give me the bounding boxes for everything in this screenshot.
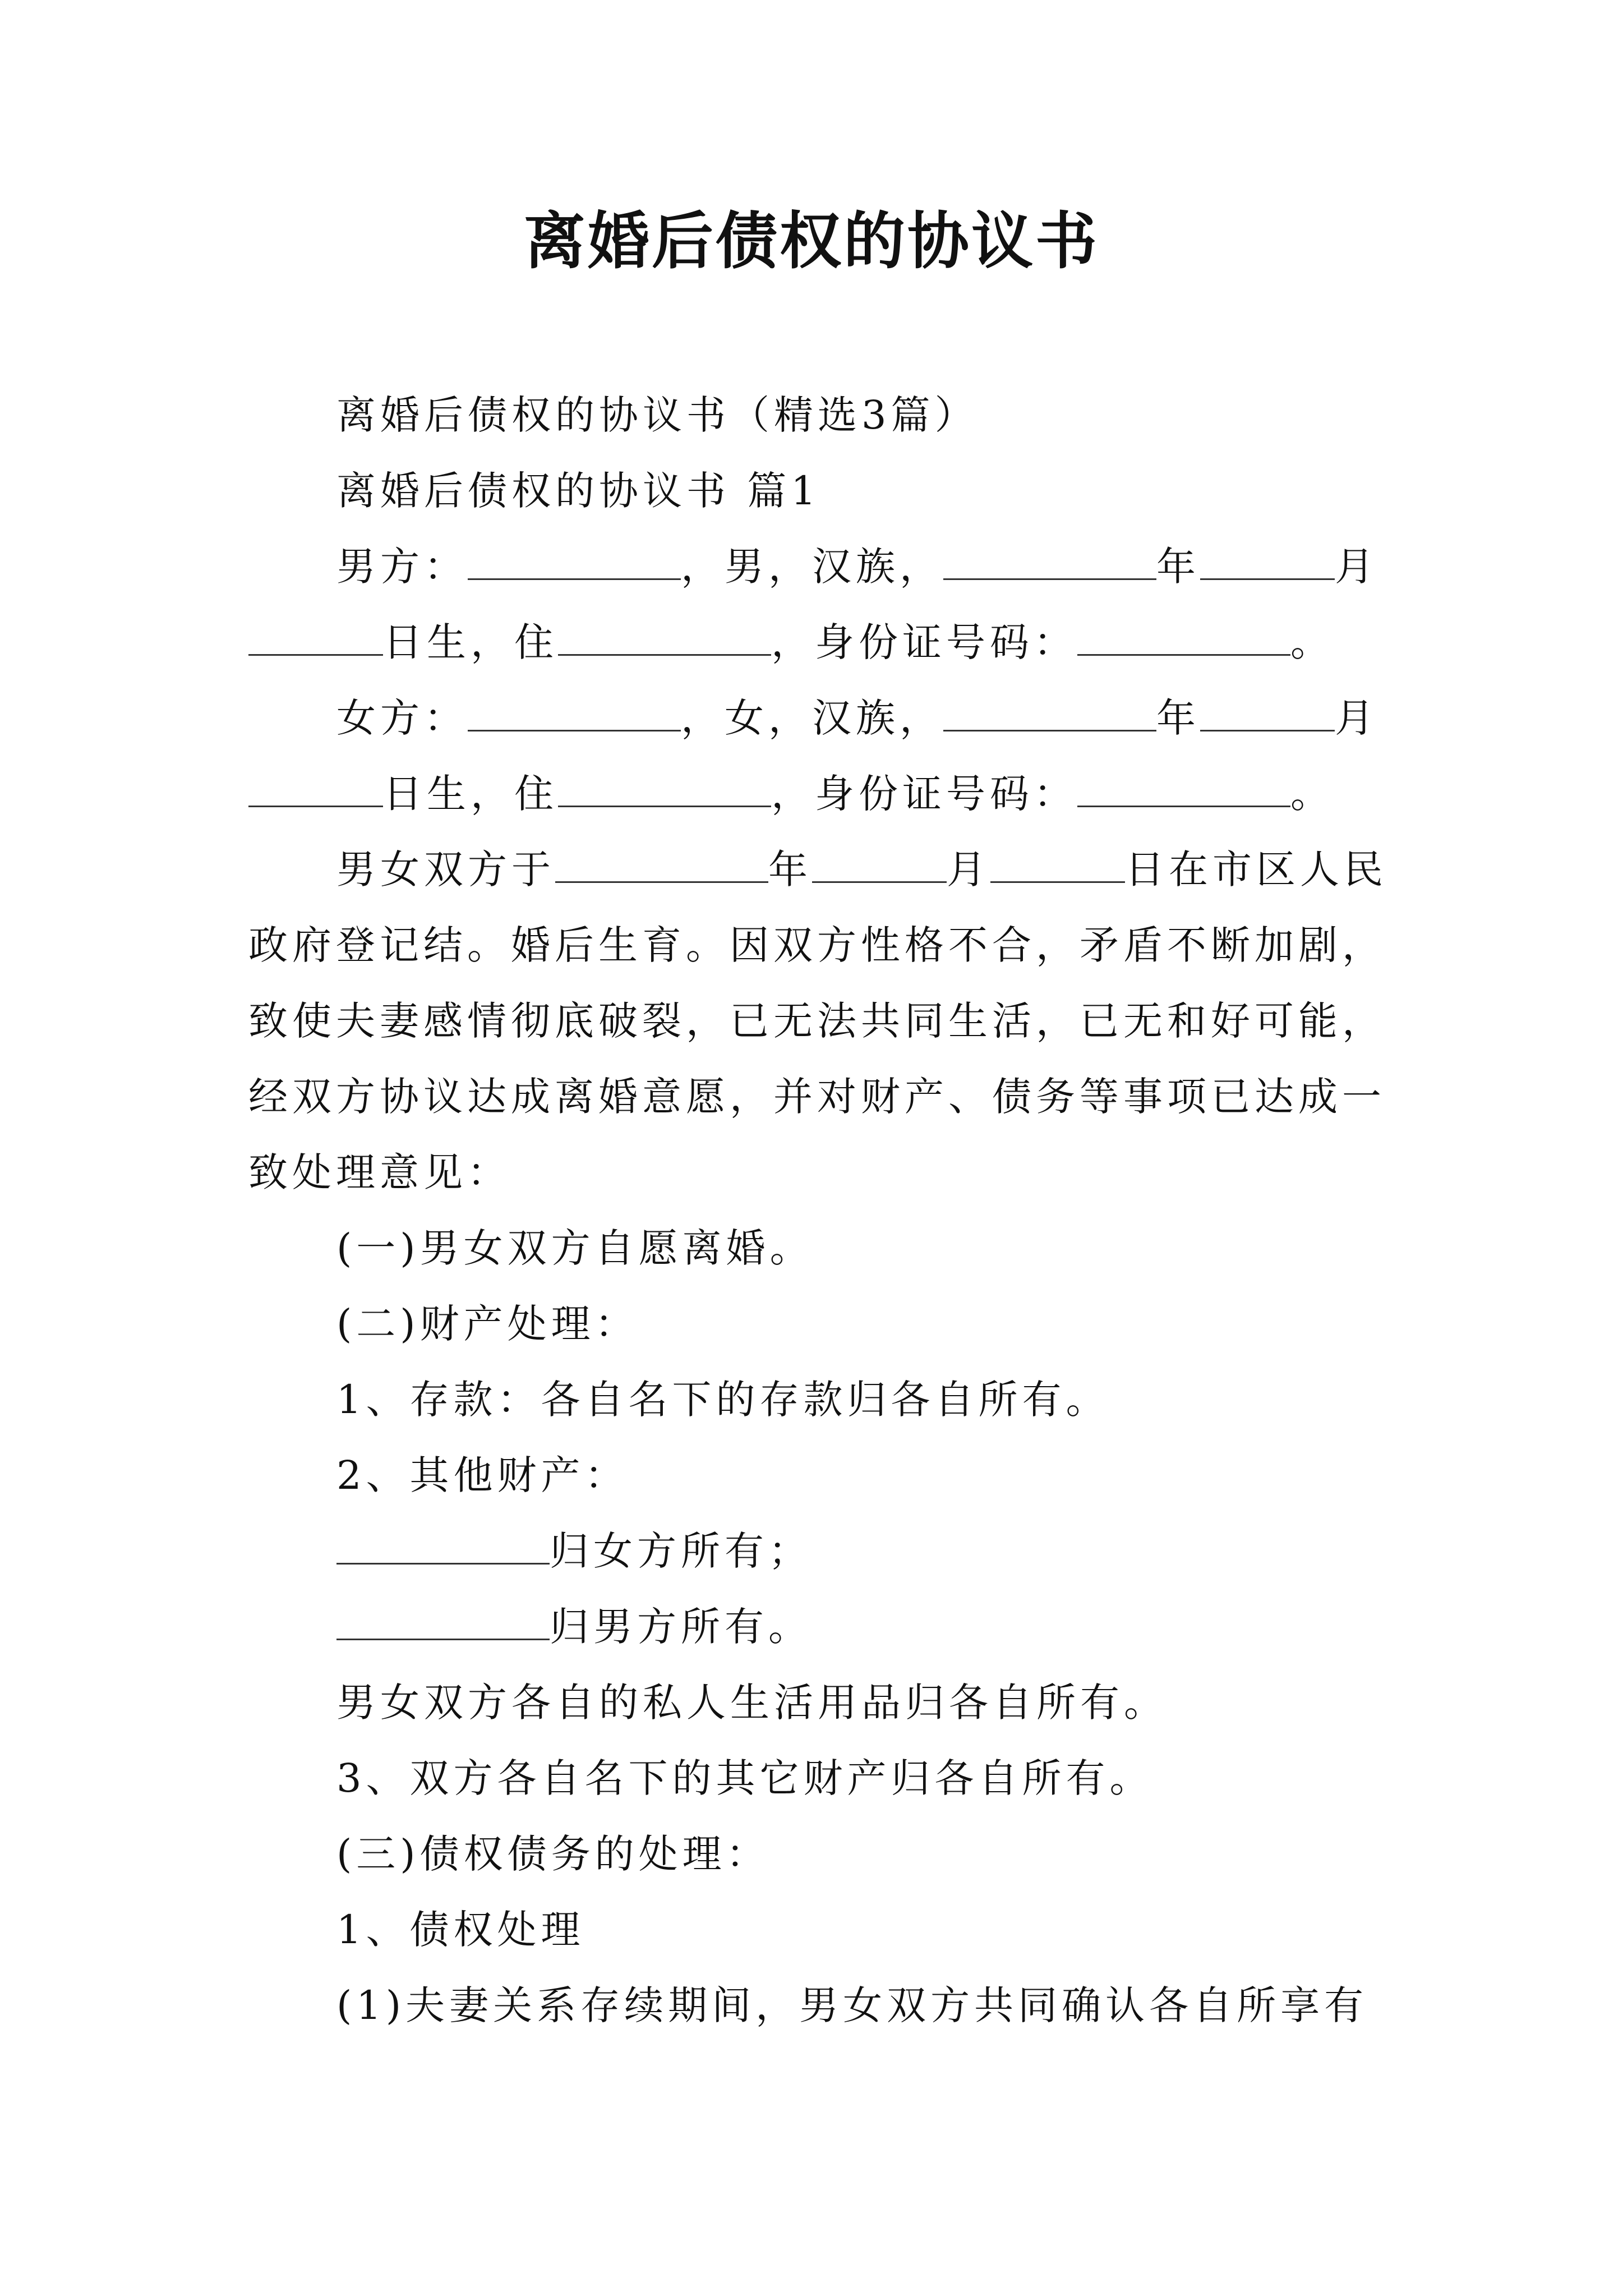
marriage-day-blank [990,846,1125,883]
clause-property-heading: (二)财产处理： [336,1301,639,1347]
marriage-month-blank [812,846,947,883]
male-info-line-2 [248,614,1334,670]
female-birth-year-blank [943,695,1156,731]
male-label: 男方： [336,544,468,590]
marriage-month-label: 月 [947,846,990,892]
female-line-end: 。 [1290,771,1334,817]
female-id-label: ，身份证号码： [771,771,1077,817]
clause-property-to-female [336,1523,812,1579]
male-day-born-label: 日生，住 [383,619,558,665]
female-address-blank [558,771,771,807]
female-gender-ethnicity: ，女，汉族， [681,695,943,741]
male-name-blank [468,544,681,580]
male-id-blank [1077,619,1290,656]
marriage-lead: 男女双方于 [336,846,555,892]
male-birth-month-blank [1200,544,1335,580]
male-year-label: 年 [1156,544,1200,590]
male-property-blank [336,1604,550,1640]
male-id-label: ，身份证号码： [771,619,1077,665]
male-birth-year-blank [943,544,1156,580]
male-property-label: 归男方所有。 [550,1604,812,1650]
document-subtitle: 离婚后债权的协议书（精选3篇） [336,392,979,438]
female-id-blank [1077,771,1290,807]
clause-other-property: 2、其他财产： [336,1452,629,1498]
document-title: 离婚后债权的协议书 [524,205,1099,277]
female-label: 女方： [336,695,468,741]
marriage-line-4: 经双方协议达成离婚意愿，并对财产、债务等事项已达成一 [248,1074,1386,1120]
male-birth-day-blank [248,619,383,656]
marriage-year-blank [555,846,768,883]
clause-voluntary-divorce: (一)男女双方自愿离婚。 [336,1225,814,1271]
female-property-label: 归女方所有； [550,1528,812,1574]
male-month-label: 月 [1335,544,1378,590]
clause-personal-items: 男女双方各自的私人生活用品归各自所有。 [336,1680,1168,1726]
female-day-born-label: 日生，住 [383,771,558,817]
marriage-year-label: 年 [768,846,812,892]
clause-credit-handling: 1、债权处理 [336,1907,585,1953]
marriage-line-1 [336,841,1387,898]
male-gender-ethnicity: ，男，汉族， [681,544,943,590]
clause-other-assets: 3、双方各自名下的其它财产归各自所有。 [336,1755,1154,1801]
male-line-end: 。 [1290,619,1334,665]
marriage-tail: 日在市区人民 [1125,846,1387,892]
section-heading: 离婚后债权的协议书 篇1 [336,468,820,514]
female-month-label: 月 [1335,695,1378,741]
female-name-blank [468,695,681,731]
male-address-blank [558,619,771,656]
marriage-line-2: 政府登记结。婚后生育。因双方性格不合，矛盾不断加剧， [248,922,1386,968]
female-info-line-2 [248,766,1334,822]
female-birth-month-blank [1200,695,1335,731]
clause-property-to-male [336,1599,812,1655]
clause-credit-confirmation: (1)夫妻关系存续期间，男女双方共同确认各自所享有 [336,1982,1368,2028]
marriage-line-5: 致处理意见： [248,1149,511,1195]
female-birth-day-blank [248,771,383,807]
female-info-line-1 [336,690,1378,746]
clause-deposits: 1、存款：各自名下的存款归各自所有。 [336,1377,1110,1423]
clause-debt-heading: (三)债权债务的处理： [336,1831,770,1877]
female-property-blank [336,1528,550,1565]
marriage-line-3: 致使夫妻感情彻底破裂，已无法共同生活，已无和好可能， [248,998,1386,1044]
male-info-line-1 [336,539,1378,595]
female-year-label: 年 [1156,695,1200,741]
